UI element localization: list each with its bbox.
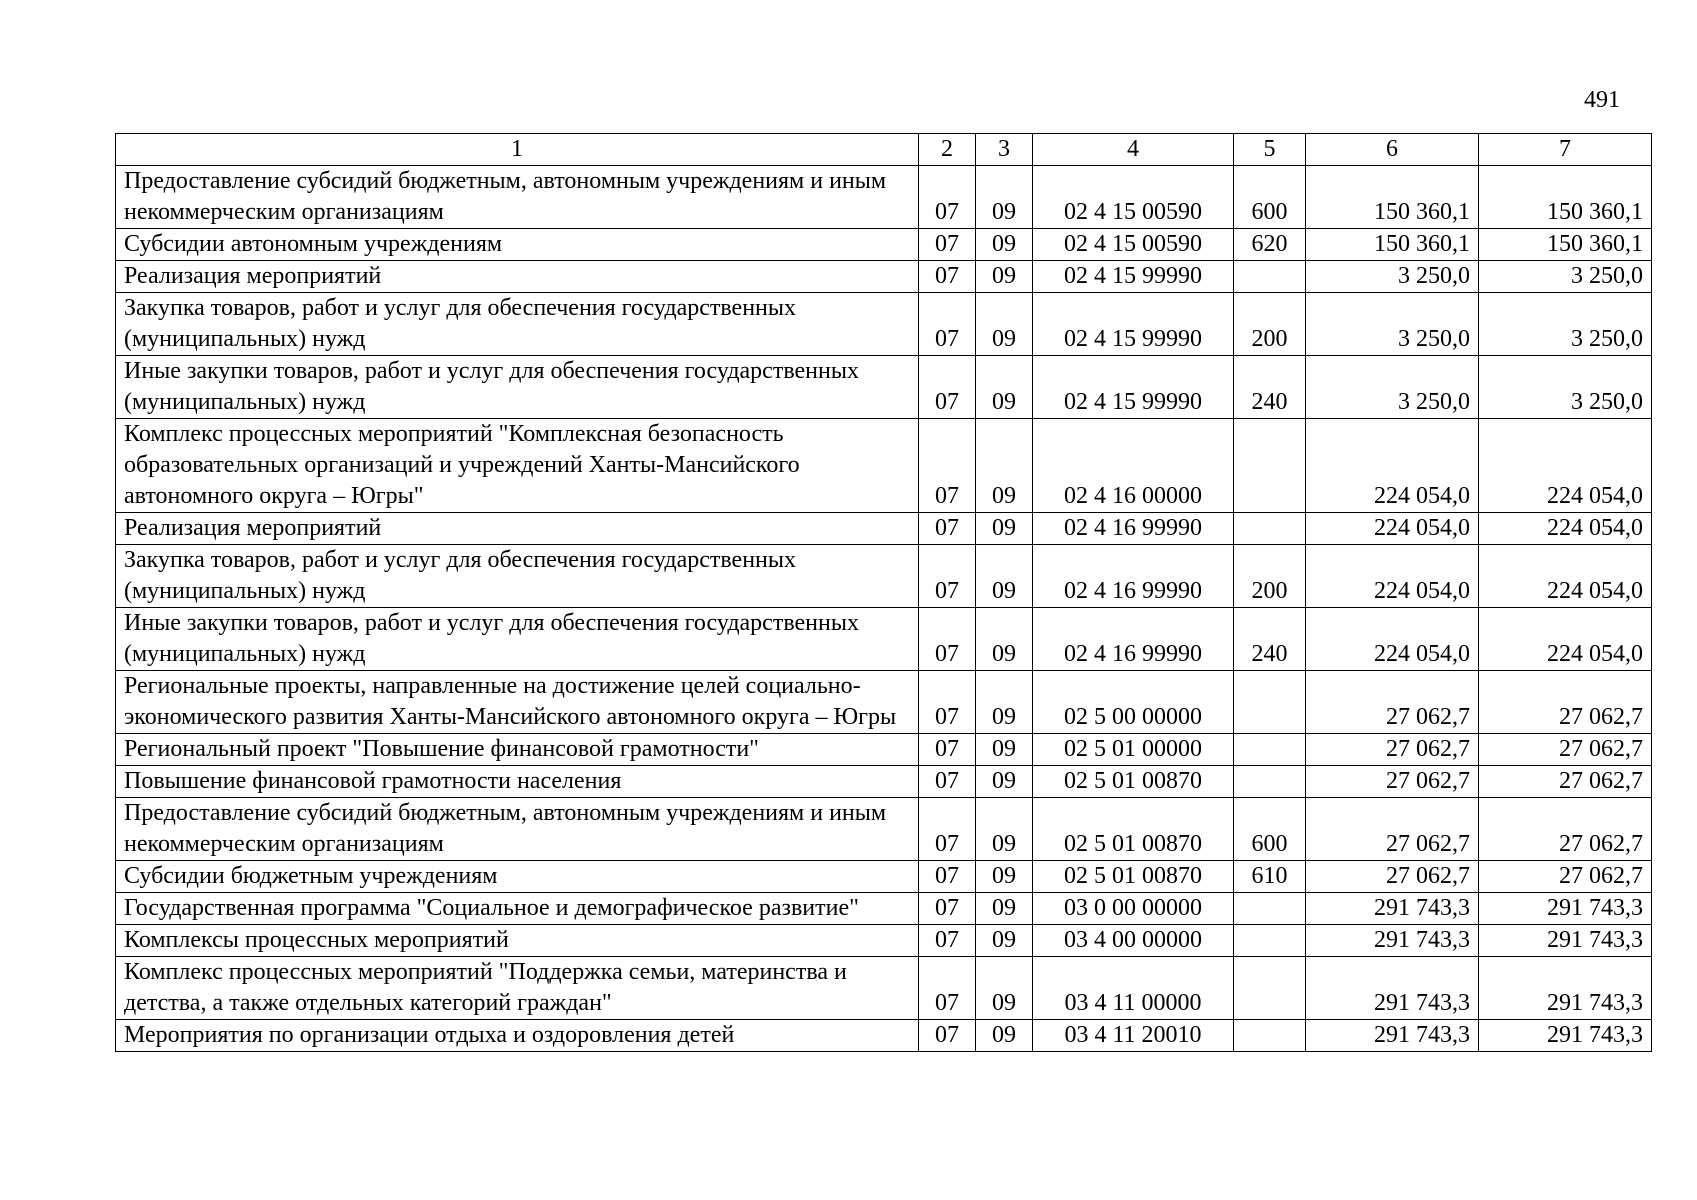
row-name-cell: Субсидии бюджетным учреждениям: [116, 861, 919, 893]
target-article-cell: 03 0 00 00000: [1033, 893, 1234, 925]
table-row: [116, 419, 1652, 513]
column-header: 5: [1234, 134, 1306, 166]
subsection-code-cell: 09: [976, 798, 1033, 861]
table-row: [116, 513, 1652, 545]
row-name-cell: Реализация мероприятий: [116, 513, 919, 545]
amount-cell-7: 291 743,3: [1479, 925, 1652, 957]
expense-type-cell: 620: [1234, 229, 1306, 261]
subsection-code-cell: 09: [976, 925, 1033, 957]
target-article-cell: 02 5 01 00870: [1033, 766, 1234, 798]
expense-type-cell: [1234, 766, 1306, 798]
table-row: [116, 671, 1652, 734]
expense-type-cell: [1234, 1020, 1306, 1052]
subsection-code-cell: 09: [976, 545, 1033, 608]
row-name-cell: Предоставление субсидий бюджетным, автономным учреждениям и иным некоммерческим организациям: [116, 798, 919, 861]
budget-table: [115, 133, 1652, 1052]
column-header: 4: [1033, 134, 1234, 166]
section-code-cell: 07: [919, 671, 976, 734]
subsection-code-cell: 09: [976, 608, 1033, 671]
row-name-cell: Повышение финансовой грамотности населения: [116, 766, 919, 798]
subsection-code-cell: 09: [976, 229, 1033, 261]
amount-cell-6: 27 062,7: [1306, 671, 1479, 734]
section-code-cell: 07: [919, 419, 976, 513]
amount-cell-7: 291 743,3: [1479, 893, 1652, 925]
amount-cell-6: 224 054,0: [1306, 545, 1479, 608]
target-article-cell: 02 5 01 00000: [1033, 734, 1234, 766]
row-name-cell: Реализация мероприятий: [116, 261, 919, 293]
subsection-code-cell: 09: [976, 893, 1033, 925]
row-name-cell: Комплексы процессных мероприятий: [116, 925, 919, 957]
amount-cell-6: 27 062,7: [1306, 766, 1479, 798]
target-article-cell: 03 4 11 20010: [1033, 1020, 1234, 1052]
subsection-code-cell: 09: [976, 166, 1033, 229]
amount-cell-7: 27 062,7: [1479, 766, 1652, 798]
subsection-code-cell: 09: [976, 419, 1033, 513]
expense-type-cell: 600: [1234, 166, 1306, 229]
table-row: [116, 925, 1652, 957]
row-name-cell: Комплекс процессных мероприятий "Поддержка семьи, материнства и детства, а также отдельных категорий граждан": [116, 957, 919, 1020]
row-name-cell: Иные закупки товаров, работ и услуг для обеспечения государственных (муниципальных) нужд: [116, 356, 919, 419]
row-name-cell: Закупка товаров, работ и услуг для обеспечения государственных (муниципальных) нужд: [116, 293, 919, 356]
section-code-cell: 07: [919, 608, 976, 671]
row-name-cell: Региональные проекты, направленные на достижение целей социально-экономического развития Ханты-Мансийского автономного округа – Югры: [116, 671, 919, 734]
target-article-cell: 02 5 01 00870: [1033, 798, 1234, 861]
expense-type-cell: 200: [1234, 293, 1306, 356]
table-row: [116, 229, 1652, 261]
table-row: [116, 608, 1652, 671]
subsection-code-cell: 09: [976, 861, 1033, 893]
target-article-cell: 02 4 16 99990: [1033, 545, 1234, 608]
row-name-cell: Предоставление субсидий бюджетным, автономным учреждениям и иным некоммерческим организациям: [116, 166, 919, 229]
section-code-cell: 07: [919, 957, 976, 1020]
expense-type-cell: 240: [1234, 608, 1306, 671]
section-code-cell: 07: [919, 356, 976, 419]
amount-cell-7: 224 054,0: [1479, 545, 1652, 608]
amount-cell-7: 150 360,1: [1479, 166, 1652, 229]
target-article-cell: 02 4 16 99990: [1033, 608, 1234, 671]
amount-cell-6: 27 062,7: [1306, 861, 1479, 893]
subsection-code-cell: 09: [976, 261, 1033, 293]
amount-cell-7: 3 250,0: [1479, 356, 1652, 419]
expense-type-cell: 600: [1234, 798, 1306, 861]
subsection-code-cell: 09: [976, 734, 1033, 766]
expense-type-cell: 610: [1234, 861, 1306, 893]
amount-cell-7: 150 360,1: [1479, 229, 1652, 261]
amount-cell-6: 224 054,0: [1306, 608, 1479, 671]
amount-cell-7: 224 054,0: [1479, 419, 1652, 513]
target-article-cell: 02 4 15 00590: [1033, 166, 1234, 229]
row-name-cell: Закупка товаров, работ и услуг для обеспечения государственных (муниципальных) нужд: [116, 545, 919, 608]
column-header: 6: [1306, 134, 1479, 166]
column-header: 7: [1479, 134, 1652, 166]
section-code-cell: 07: [919, 293, 976, 356]
amount-cell-6: 150 360,1: [1306, 229, 1479, 261]
amount-cell-7: 291 743,3: [1479, 957, 1652, 1020]
subsection-code-cell: 09: [976, 671, 1033, 734]
amount-cell-7: 27 062,7: [1479, 861, 1652, 893]
amount-cell-7: 3 250,0: [1479, 261, 1652, 293]
expense-type-cell: [1234, 734, 1306, 766]
section-code-cell: 07: [919, 893, 976, 925]
expense-type-cell: 240: [1234, 356, 1306, 419]
target-article-cell: 02 4 15 99990: [1033, 356, 1234, 419]
section-code-cell: 07: [919, 166, 976, 229]
expense-type-cell: [1234, 419, 1306, 513]
page-number: 491: [1584, 87, 1620, 113]
target-article-cell: 02 5 01 00870: [1033, 861, 1234, 893]
amount-cell-6: 3 250,0: [1306, 356, 1479, 419]
amount-cell-6: 3 250,0: [1306, 293, 1479, 356]
header-row: [116, 134, 1652, 166]
amount-cell-6: 27 062,7: [1306, 798, 1479, 861]
target-article-cell: 02 4 15 99990: [1033, 293, 1234, 356]
amount-cell-6: 224 054,0: [1306, 513, 1479, 545]
section-code-cell: 07: [919, 766, 976, 798]
section-code-cell: 07: [919, 513, 976, 545]
amount-cell-6: 291 743,3: [1306, 1020, 1479, 1052]
amount-cell-7: 291 743,3: [1479, 1020, 1652, 1052]
expense-type-cell: [1234, 671, 1306, 734]
target-article-cell: 03 4 00 00000: [1033, 925, 1234, 957]
section-code-cell: 07: [919, 1020, 976, 1052]
table-row: [116, 766, 1652, 798]
row-name-cell: Субсидии автономным учреждениям: [116, 229, 919, 261]
expense-type-cell: 200: [1234, 545, 1306, 608]
target-article-cell: 02 4 15 00590: [1033, 229, 1234, 261]
subsection-code-cell: 09: [976, 356, 1033, 419]
table-row: [116, 798, 1652, 861]
section-code-cell: 07: [919, 545, 976, 608]
column-header: 1: [116, 134, 919, 166]
expense-type-cell: [1234, 513, 1306, 545]
table-row: [116, 261, 1652, 293]
amount-cell-6: 3 250,0: [1306, 261, 1479, 293]
table-row: [116, 893, 1652, 925]
section-code-cell: 07: [919, 261, 976, 293]
target-article-cell: 02 4 16 00000: [1033, 419, 1234, 513]
amount-cell-7: 224 054,0: [1479, 608, 1652, 671]
subsection-code-cell: 09: [976, 957, 1033, 1020]
expense-type-cell: [1234, 957, 1306, 1020]
table-row: [116, 293, 1652, 356]
row-name-cell: Комплекс процессных мероприятий "Комплексная безопасность образовательных организаций и учреждений Ханты-Мансийского автономного округа – Югры": [116, 419, 919, 513]
column-header: 3: [976, 134, 1033, 166]
table-row: [116, 545, 1652, 608]
subsection-code-cell: 09: [976, 1020, 1033, 1052]
amount-cell-7: 27 062,7: [1479, 798, 1652, 861]
amount-cell-7: 27 062,7: [1479, 671, 1652, 734]
section-code-cell: 07: [919, 861, 976, 893]
target-article-cell: 02 5 00 00000: [1033, 671, 1234, 734]
target-article-cell: 03 4 11 00000: [1033, 957, 1234, 1020]
expense-type-cell: [1234, 261, 1306, 293]
column-header: 2: [919, 134, 976, 166]
amount-cell-6: 291 743,3: [1306, 957, 1479, 1020]
amount-cell-7: 27 062,7: [1479, 734, 1652, 766]
subsection-code-cell: 09: [976, 293, 1033, 356]
amount-cell-6: 150 360,1: [1306, 166, 1479, 229]
table-row: [116, 166, 1652, 229]
section-code-cell: 07: [919, 734, 976, 766]
table-row: [116, 356, 1652, 419]
section-code-cell: 07: [919, 925, 976, 957]
subsection-code-cell: 09: [976, 766, 1033, 798]
table-row: [116, 861, 1652, 893]
row-name-cell: Иные закупки товаров, работ и услуг для обеспечения государственных (муниципальных) нужд: [116, 608, 919, 671]
amount-cell-6: 291 743,3: [1306, 893, 1479, 925]
row-name-cell: Мероприятия по организации отдыха и оздоровления детей: [116, 1020, 919, 1052]
expense-type-cell: [1234, 893, 1306, 925]
expense-type-cell: [1234, 925, 1306, 957]
target-article-cell: 02 4 16 99990: [1033, 513, 1234, 545]
row-name-cell: Государственная программа "Социальное и демографическое развитие": [116, 893, 919, 925]
amount-cell-7: 3 250,0: [1479, 293, 1652, 356]
table-row: [116, 734, 1652, 766]
section-code-cell: 07: [919, 798, 976, 861]
amount-cell-6: 27 062,7: [1306, 734, 1479, 766]
amount-cell-7: 224 054,0: [1479, 513, 1652, 545]
amount-cell-6: 291 743,3: [1306, 925, 1479, 957]
target-article-cell: 02 4 15 99990: [1033, 261, 1234, 293]
table-row: [116, 957, 1652, 1020]
amount-cell-6: 224 054,0: [1306, 419, 1479, 513]
subsection-code-cell: 09: [976, 513, 1033, 545]
section-code-cell: 07: [919, 229, 976, 261]
table-row: [116, 1020, 1652, 1052]
row-name-cell: Региональный проект "Повышение финансовой грамотности": [116, 734, 919, 766]
